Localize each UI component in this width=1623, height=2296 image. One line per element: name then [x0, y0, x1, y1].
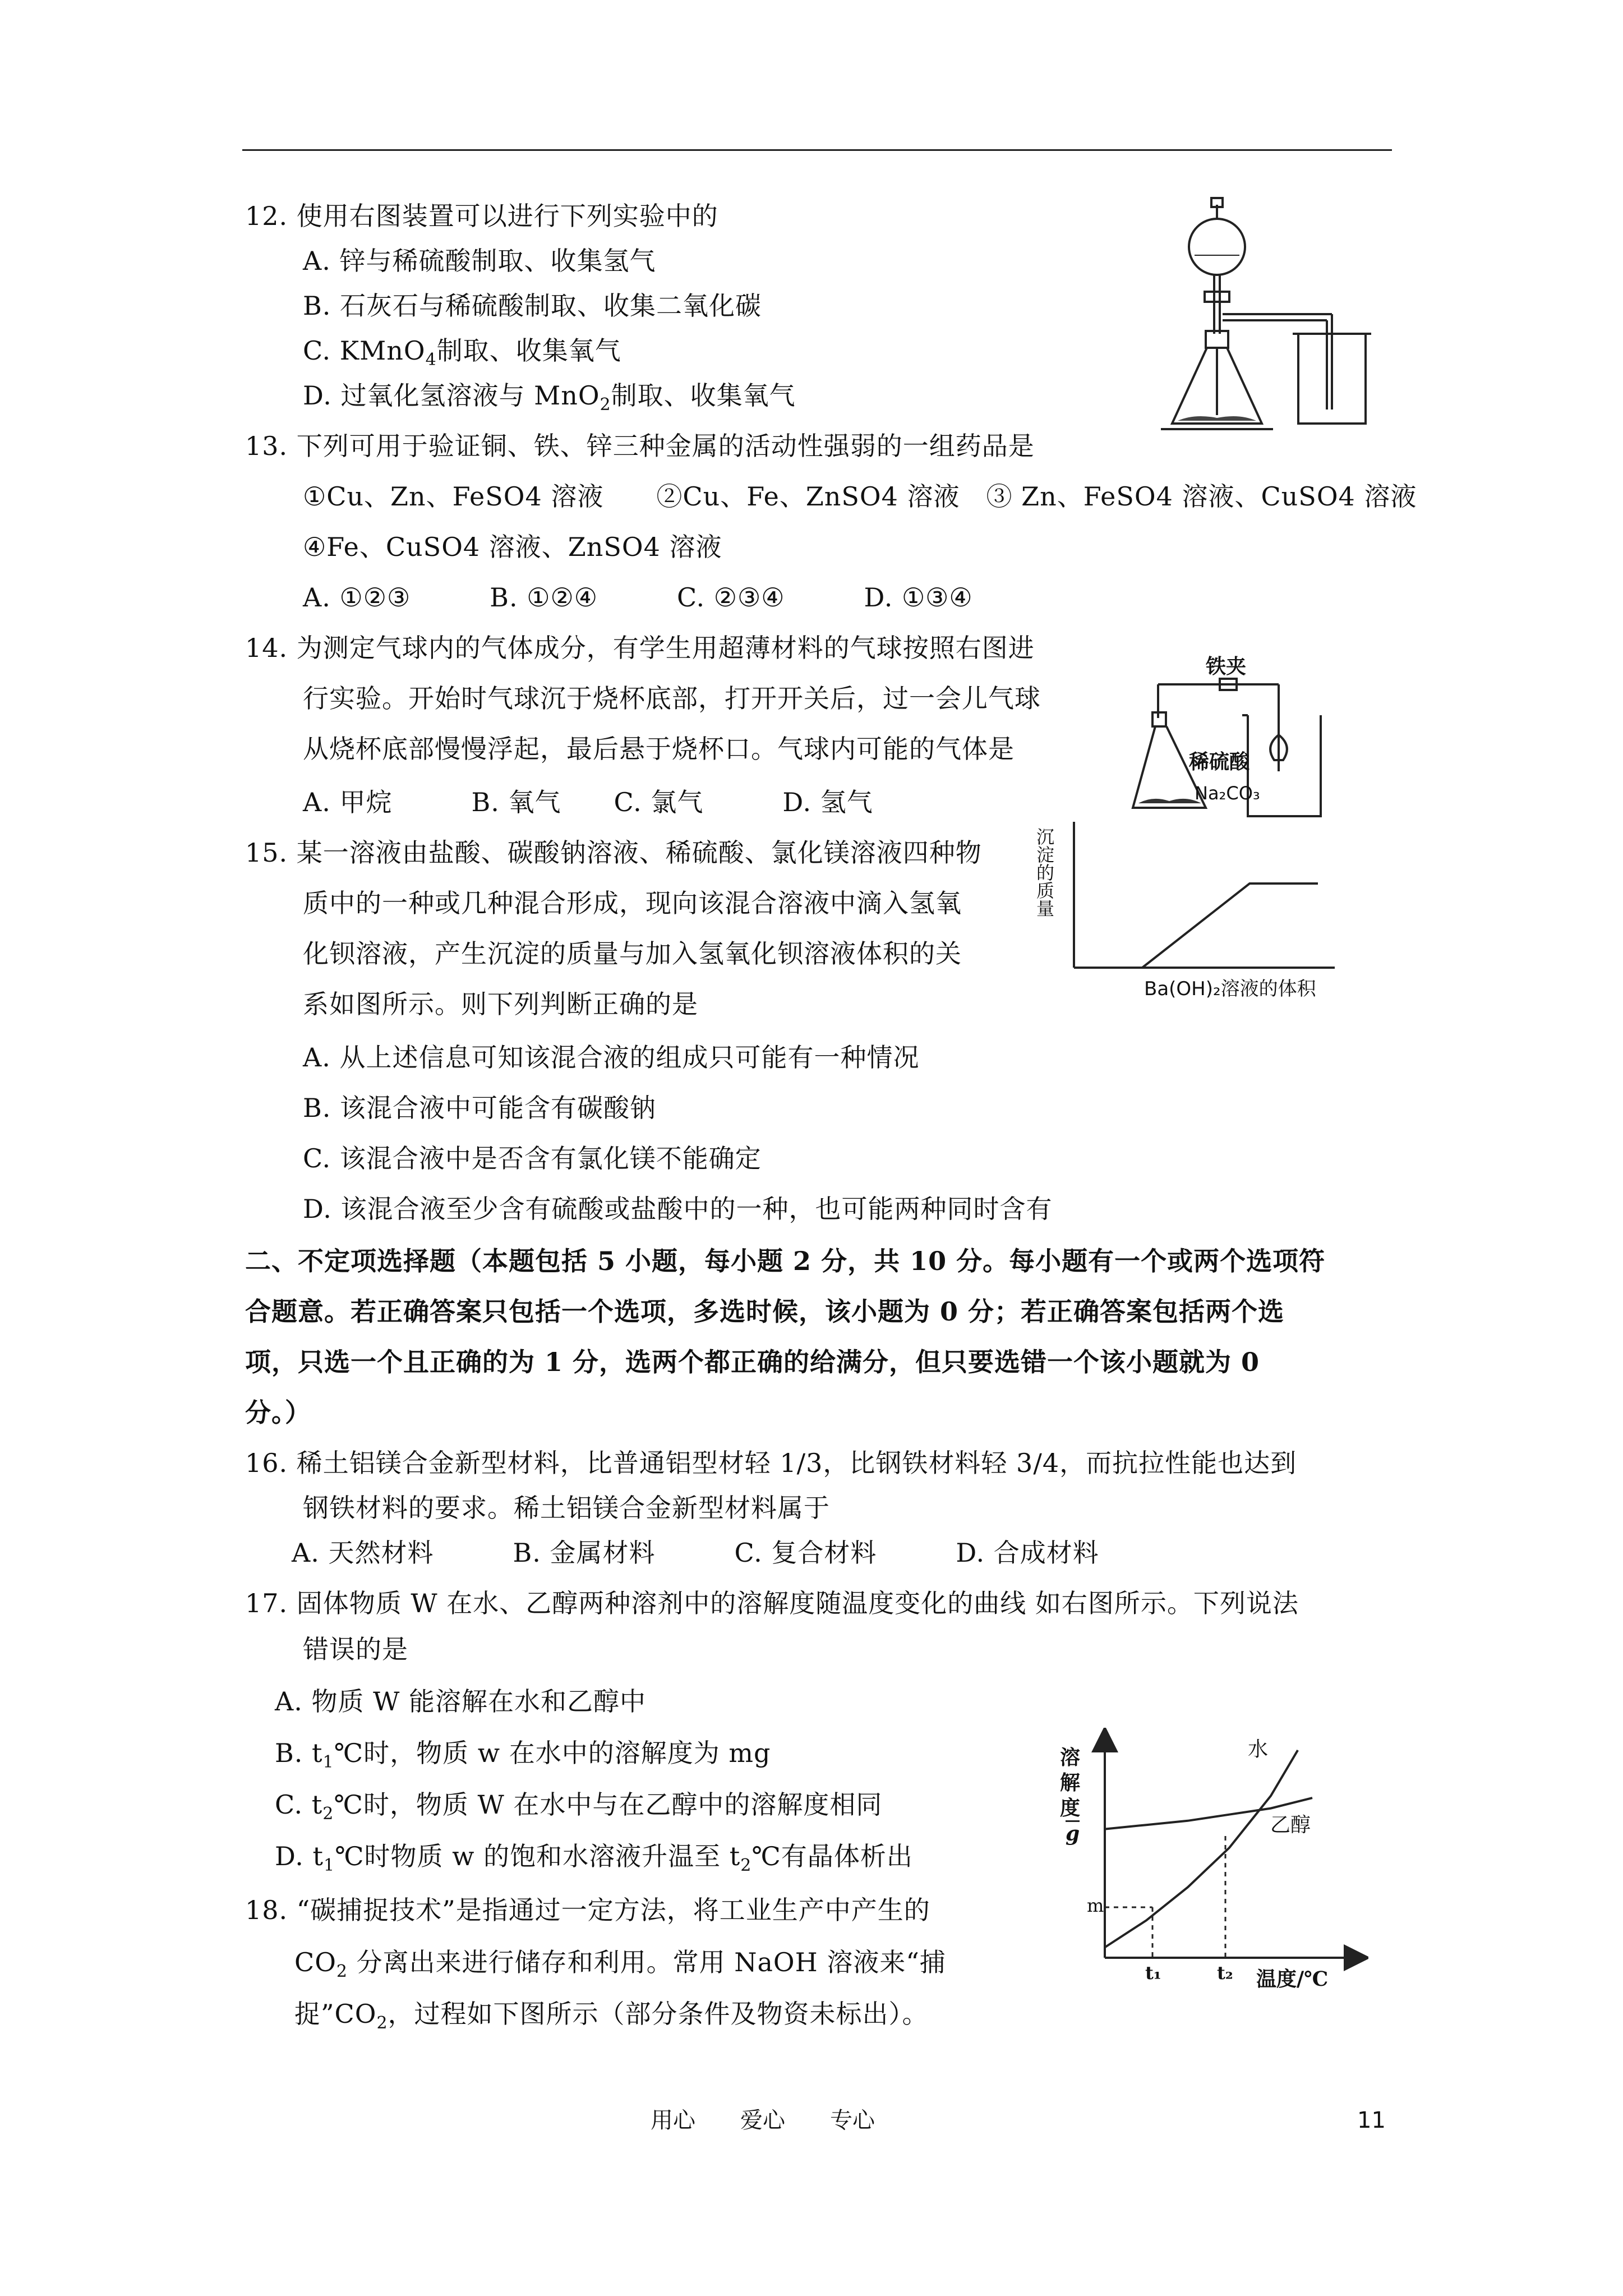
q14-options: A. 甲烷 B. 氧气 C. 氯气 D. 氢气	[303, 787, 873, 817]
q15-line-4: 系如图所示。则下列判断正确的是	[303, 989, 698, 1019]
q17-ylabel-unit: g	[1066, 1820, 1080, 1846]
q12-option-a: A. 锌与稀硫酸制取、收集氢气	[303, 246, 656, 276]
q15-series-line	[1074, 884, 1318, 968]
q16-line-2: 钢铁材料的要求。稀土铝镁合金新型材料属于	[303, 1493, 830, 1523]
q15-chart-ylabel: 沉淀的质量	[1034, 827, 1055, 917]
q14-fig-label-acid: 稀硫酸	[1189, 750, 1250, 774]
q13-options: A. ①②③ B. ①②④ C. ②③④ D. ①③④	[303, 582, 973, 613]
q13-stem: 13. 下列可用于验证铜、铁、锌三种金属的活动性强弱的一组药品是	[245, 431, 1035, 461]
q18-line-2: $CO_2$ 分离出来进行储存和利用。常用 NaOH 溶液来“捕	[294, 1947, 946, 1981]
q12-apparatus-figure	[1161, 194, 1396, 435]
section2-line-1: 二、不定项选择题（本题包括 5 小题，每小题 2 分，共 10 分。每小题有一个或两个选项符	[245, 1246, 1326, 1276]
q16-line-1: 16. 稀土铝镁合金新型材料，比普通铝型材轻 1/3，比钢铁材料轻 3/4，而抗拉性能也达到	[245, 1448, 1297, 1478]
q17-label-water: 水	[1248, 1738, 1269, 1761]
section2-line-2: 合题意。若正确答案只包括一个选项，多选时候，该小题为 0 分；若正确答案包括两个选	[245, 1296, 1285, 1327]
section2-line-4: 分。）	[245, 1397, 311, 1428]
q15-line-2: 质中的一种或几种混合形成，现向该混合溶液中滴入氢氧	[303, 888, 962, 918]
q15-option-d: D. 该混合液至少含有硫酸或盐酸中的一种，也可能两种同时含有	[303, 1194, 1053, 1224]
q14-balloon-figure	[1127, 651, 1363, 819]
q12-option-c: C. KMnO$_4$制取、收集氧气	[303, 335, 621, 370]
q14-line-3: 从烧杯底部慢慢浮起，最后悬于烧杯口。气球内可能的气体是	[303, 734, 1015, 764]
q12-option-d: D. 过氧化氢溶液与 MnO$_2$制取、收集氧气	[303, 380, 796, 415]
q18-line-1: 18. “碳捕捉技术”是指通过一定方法，将工业生产中产生的	[245, 1895, 930, 1925]
header-rule	[242, 149, 1392, 151]
q17-line-2: 错误的是	[303, 1634, 408, 1664]
q13-reagents-2: ④Fe、CuSO4 溶液、ZnSO4 溶液	[303, 532, 722, 562]
q17-ylabel-2: 解	[1060, 1771, 1081, 1795]
q15-option-a: A. 从上述信息可知该混合液的组成只可能有一种情况	[303, 1042, 920, 1073]
q16-options: A. 天然材料 B. 金属材料 C. 复合材料 D. 合成材料	[292, 1538, 1099, 1568]
q17-water-curve	[1105, 1750, 1298, 1948]
q17-option-c: C. $t_2℃$时，物质 W 在水中与在乙醇中的溶解度相同	[275, 1789, 883, 1824]
q17-line-1: 17. 固体物质 W 在水、乙醇两种溶剂中的溶解度随温度变化的曲线 如右图所示。下列说法	[245, 1588, 1299, 1618]
q18-line-3: 捉$”CO_2$，过程如下图所示（部分条件及物资未标出）。	[294, 1999, 929, 2033]
q15-precipitate-chart	[1032, 816, 1346, 1001]
q15-line-1: 15. 某一溶液由盐酸、碳酸钠溶液、稀硫酸、氯化镁溶液四种物	[245, 838, 982, 868]
q15-option-c: C. 该混合液中是否含有氯化镁不能确定	[303, 1143, 762, 1174]
q15-line-3: 化钡溶液，产生沉淀的质量与加入氢氧化钡溶液体积的关	[303, 938, 962, 969]
q17-label-ethanol: 乙醇	[1270, 1814, 1311, 1837]
q17-ylabel-3: 度	[1060, 1796, 1081, 1820]
q17-xlabel: 温度/℃	[1256, 1967, 1329, 1991]
q15-option-b: B. 该混合液中可能含有碳酸钠	[303, 1093, 657, 1123]
q17-option-a: A. 物质 W 能溶解在水和乙醇中	[275, 1686, 646, 1717]
q17-label-t2: t₂	[1217, 1962, 1233, 1984]
page-number: 11	[1357, 2108, 1386, 2133]
section2-line-3: 项，只选一个且正确的为 1 分，选两个都正确的给满分，但只要选错一个该小题就为 0	[245, 1347, 1260, 1377]
q15-chart-xlabel: Ba(OH)₂溶液的体积	[1144, 978, 1316, 1000]
q17-option-b: B. $t_1℃$时，物质 w 在水中的溶解度为 mg	[275, 1738, 771, 1772]
q14-fig-label-clamp: 铁夹	[1206, 655, 1247, 678]
q17-label-t1: t₁	[1145, 1962, 1161, 1984]
q14-line-2: 行实验。开始时气球沉于烧杯底部，打开开关后，过一会儿气球	[303, 683, 1041, 714]
q12-option-b: B. 石灰石与稀硫酸制取、收集二氧化碳	[303, 291, 762, 321]
q17-solubility-chart	[1054, 1728, 1368, 1991]
q14-line-1: 14. 为测定气球内的气体成分，有学生用超薄材料的气球按照右图进	[245, 633, 1035, 663]
q17-label-m: m	[1087, 1895, 1104, 1916]
q14-fig-label-salt: Na₂CO₃	[1195, 783, 1260, 804]
q13-reagents-1: ①Cu、Zn、FeSO4 溶液 ②Cu、Fe、ZnSO4 溶液 ③ Zn、FeSO4 溶液、CuSO4 溶液	[303, 481, 1417, 512]
q17-ylabel-1: 溶	[1060, 1746, 1081, 1769]
q12-stem: 12. 使用右图装置可以进行下列实验中的	[245, 201, 718, 231]
footer-motto: 用心 爱心 专心	[651, 2108, 875, 2133]
q17-option-d: D. $t_1℃$时物质 w 的饱和水溶液升温至 $t_2℃$有晶体析出	[275, 1841, 913, 1875]
